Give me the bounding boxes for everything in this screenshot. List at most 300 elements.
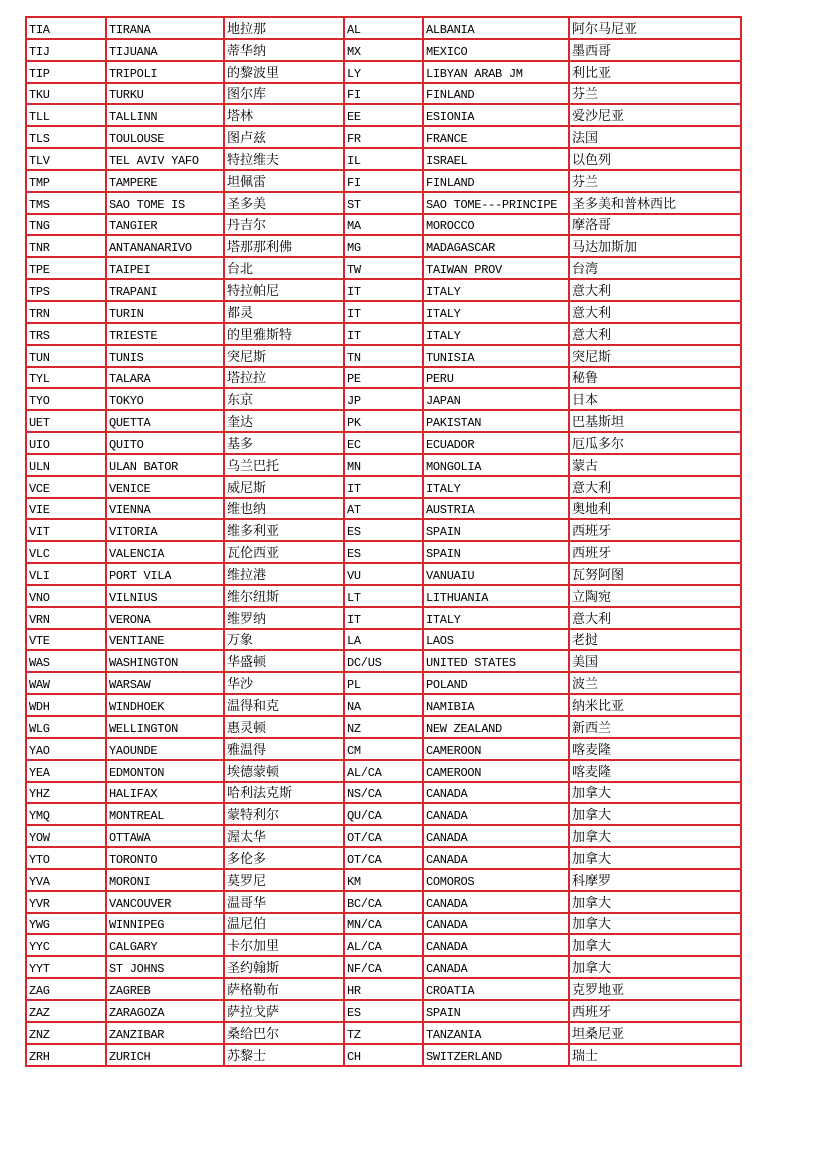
city-name-cell: ANTANANARIVO bbox=[106, 235, 224, 257]
country-name-cn-cell: 日本 bbox=[569, 388, 741, 410]
country-code-cell: CM bbox=[344, 738, 423, 760]
city-name-cell: EDMONTON bbox=[106, 760, 224, 782]
airport-code-cell: TYO bbox=[26, 388, 106, 410]
city-name-cn-cell: 哈利法克斯 bbox=[224, 782, 344, 804]
airport-code-cell: ZAZ bbox=[26, 1000, 106, 1022]
city-name-cell: QUETTA bbox=[106, 410, 224, 432]
city-name-cell: WINNIPEG bbox=[106, 913, 224, 935]
country-name-cn-cell: 加拿大 bbox=[569, 934, 741, 956]
table-row bbox=[26, 956, 741, 978]
airport-code-cell: YMQ bbox=[26, 803, 106, 825]
city-name-cell: TAMPERE bbox=[106, 170, 224, 192]
table-row bbox=[26, 738, 741, 760]
country-code-cell: FR bbox=[344, 126, 423, 148]
country-name-cn-cell: 美国 bbox=[569, 650, 741, 672]
table-row bbox=[26, 978, 741, 1000]
airport-code-cell: TKU bbox=[26, 83, 106, 105]
country-name-cn-cell: 芬兰 bbox=[569, 170, 741, 192]
country-name-cell: LAOS bbox=[423, 629, 569, 651]
city-name-cn-cell: 渥太华 bbox=[224, 825, 344, 847]
country-name-cn-cell: 加拿大 bbox=[569, 825, 741, 847]
table-row bbox=[26, 170, 741, 192]
airport-code-cell: VTE bbox=[26, 629, 106, 651]
city-name-cn-cell: 坦佩雷 bbox=[224, 170, 344, 192]
country-code-cell: NZ bbox=[344, 716, 423, 738]
country-code-cell: QU/CA bbox=[344, 803, 423, 825]
city-name-cell: WINDHOEK bbox=[106, 694, 224, 716]
airport-code-cell: TLV bbox=[26, 148, 106, 170]
airport-code-cell: TLS bbox=[26, 126, 106, 148]
country-code-cell: DC/US bbox=[344, 650, 423, 672]
table-row bbox=[26, 235, 741, 257]
country-code-cell: TW bbox=[344, 257, 423, 279]
table-row bbox=[26, 148, 741, 170]
city-name-cell: TAIPEI bbox=[106, 257, 224, 279]
country-name-cn-cell: 纳米比亚 bbox=[569, 694, 741, 716]
city-name-cn-cell: 莫罗尼 bbox=[224, 869, 344, 891]
city-name-cell: ZARAGOZA bbox=[106, 1000, 224, 1022]
country-name-cell: ITALY bbox=[423, 301, 569, 323]
city-name-cell: TIJUANA bbox=[106, 39, 224, 61]
city-name-cn-cell: 温得和克 bbox=[224, 694, 344, 716]
country-code-cell: AT bbox=[344, 498, 423, 520]
country-name-cn-cell: 意大利 bbox=[569, 301, 741, 323]
airport-code-table bbox=[25, 16, 742, 1067]
country-name-cn-cell: 意大利 bbox=[569, 607, 741, 629]
table-row bbox=[26, 432, 741, 454]
airport-code-cell: ZAG bbox=[26, 978, 106, 1000]
airport-code-cell: TNG bbox=[26, 214, 106, 236]
table-row bbox=[26, 1044, 741, 1066]
country-name-cn-cell: 墨西哥 bbox=[569, 39, 741, 61]
table-row bbox=[26, 257, 741, 279]
city-name-cell: ST JOHNS bbox=[106, 956, 224, 978]
airport-code-cell: VRN bbox=[26, 607, 106, 629]
country-name-cell: CANADA bbox=[423, 913, 569, 935]
city-name-cell: ZURICH bbox=[106, 1044, 224, 1066]
country-code-cell: OT/CA bbox=[344, 825, 423, 847]
city-name-cn-cell: 维拉港 bbox=[224, 563, 344, 585]
airport-code-cell: TRS bbox=[26, 323, 106, 345]
country-code-cell: IT bbox=[344, 301, 423, 323]
table-row bbox=[26, 39, 741, 61]
city-name-cell: VENICE bbox=[106, 476, 224, 498]
country-code-cell: KM bbox=[344, 869, 423, 891]
country-name-cell: TAIWAN PROV bbox=[423, 257, 569, 279]
city-name-cell: TRIESTE bbox=[106, 323, 224, 345]
country-code-cell: FI bbox=[344, 83, 423, 105]
city-name-cn-cell: 卡尔加里 bbox=[224, 934, 344, 956]
airport-code-cell: UET bbox=[26, 410, 106, 432]
city-name-cn-cell: 维多利亚 bbox=[224, 519, 344, 541]
country-name-cell: NEW ZEALAND bbox=[423, 716, 569, 738]
country-name-cn-cell: 马达加斯加 bbox=[569, 235, 741, 257]
country-name-cell: MEXICO bbox=[423, 39, 569, 61]
country-name-cell: TANZANIA bbox=[423, 1022, 569, 1044]
country-name-cell: FINLAND bbox=[423, 83, 569, 105]
city-name-cell: OTTAWA bbox=[106, 825, 224, 847]
country-code-cell: MN/CA bbox=[344, 913, 423, 935]
airport-code-cell: VNO bbox=[26, 585, 106, 607]
city-name-cell: MORONI bbox=[106, 869, 224, 891]
table-row bbox=[26, 563, 741, 585]
city-name-cn-cell: 的黎波里 bbox=[224, 61, 344, 83]
country-name-cn-cell: 波兰 bbox=[569, 672, 741, 694]
airport-code-cell: TIA bbox=[26, 17, 106, 39]
country-name-cell: ESIONIA bbox=[423, 104, 569, 126]
city-name-cell: TALARA bbox=[106, 367, 224, 389]
city-name-cell: YAOUNDE bbox=[106, 738, 224, 760]
table-row bbox=[26, 476, 741, 498]
country-name-cn-cell: 秘鲁 bbox=[569, 367, 741, 389]
airport-code-cell: TNR bbox=[26, 235, 106, 257]
airport-code-cell: ZRH bbox=[26, 1044, 106, 1066]
country-name-cn-cell: 厄瓜多尔 bbox=[569, 432, 741, 454]
airport-code-cell: TUN bbox=[26, 345, 106, 367]
country-code-cell: NA bbox=[344, 694, 423, 716]
country-name-cell: CANADA bbox=[423, 891, 569, 913]
country-name-cell: CANADA bbox=[423, 782, 569, 804]
city-name-cn-cell: 维罗纳 bbox=[224, 607, 344, 629]
city-name-cn-cell: 圣多美 bbox=[224, 192, 344, 214]
table-row bbox=[26, 585, 741, 607]
city-name-cn-cell: 图尔库 bbox=[224, 83, 344, 105]
country-name-cn-cell: 瑞士 bbox=[569, 1044, 741, 1066]
city-name-cn-cell: 埃德蒙顿 bbox=[224, 760, 344, 782]
country-name-cn-cell: 老挝 bbox=[569, 629, 741, 651]
table-row bbox=[26, 410, 741, 432]
country-name-cell: ECUADOR bbox=[423, 432, 569, 454]
city-name-cell: HALIFAX bbox=[106, 782, 224, 804]
country-code-cell: LA bbox=[344, 629, 423, 651]
country-name-cell: CANADA bbox=[423, 825, 569, 847]
table-row bbox=[26, 192, 741, 214]
table-row bbox=[26, 454, 741, 476]
city-name-cn-cell: 蒙特利尔 bbox=[224, 803, 344, 825]
table-row bbox=[26, 782, 741, 804]
city-name-cell: SAO TOME IS bbox=[106, 192, 224, 214]
city-name-cn-cell: 维也纳 bbox=[224, 498, 344, 520]
country-name-cn-cell: 加拿大 bbox=[569, 913, 741, 935]
country-code-cell: PE bbox=[344, 367, 423, 389]
country-name-cn-cell: 喀麦隆 bbox=[569, 738, 741, 760]
table-row bbox=[26, 934, 741, 956]
city-name-cn-cell: 基多 bbox=[224, 432, 344, 454]
airport-code-cell: YHZ bbox=[26, 782, 106, 804]
table-row bbox=[26, 1022, 741, 1044]
country-code-cell: CH bbox=[344, 1044, 423, 1066]
country-name-cell: VANUAIU bbox=[423, 563, 569, 585]
country-name-cell: ALBANIA bbox=[423, 17, 569, 39]
city-name-cell: WASHINGTON bbox=[106, 650, 224, 672]
city-name-cell: VITORIA bbox=[106, 519, 224, 541]
country-name-cn-cell: 法国 bbox=[569, 126, 741, 148]
airport-code-cell: YOW bbox=[26, 825, 106, 847]
airport-code-cell: YEA bbox=[26, 760, 106, 782]
country-name-cell: COMOROS bbox=[423, 869, 569, 891]
table-row bbox=[26, 498, 741, 520]
airport-code-cell: YVA bbox=[26, 869, 106, 891]
table-row bbox=[26, 279, 741, 301]
city-name-cn-cell: 特拉帕尼 bbox=[224, 279, 344, 301]
airport-code-cell: TMP bbox=[26, 170, 106, 192]
table-row bbox=[26, 913, 741, 935]
country-name-cn-cell: 蒙古 bbox=[569, 454, 741, 476]
city-name-cell: VANCOUVER bbox=[106, 891, 224, 913]
country-code-cell: PL bbox=[344, 672, 423, 694]
country-name-cell: FRANCE bbox=[423, 126, 569, 148]
city-name-cn-cell: 地拉那 bbox=[224, 17, 344, 39]
city-name-cell: MONTREAL bbox=[106, 803, 224, 825]
table-row bbox=[26, 760, 741, 782]
country-code-cell: VU bbox=[344, 563, 423, 585]
city-name-cell: QUITO bbox=[106, 432, 224, 454]
country-name-cell: POLAND bbox=[423, 672, 569, 694]
country-name-cn-cell: 加拿大 bbox=[569, 847, 741, 869]
table-row bbox=[26, 847, 741, 869]
city-name-cell: TRIPOLI bbox=[106, 61, 224, 83]
country-name-cn-cell: 加拿大 bbox=[569, 803, 741, 825]
city-name-cell: TORONTO bbox=[106, 847, 224, 869]
country-name-cn-cell: 西班牙 bbox=[569, 519, 741, 541]
city-name-cell: TOKYO bbox=[106, 388, 224, 410]
country-name-cn-cell: 台湾 bbox=[569, 257, 741, 279]
city-name-cn-cell: 特拉维夫 bbox=[224, 148, 344, 170]
airport-code-cell: VCE bbox=[26, 476, 106, 498]
table-row bbox=[26, 1000, 741, 1022]
country-name-cn-cell: 巴基斯坦 bbox=[569, 410, 741, 432]
country-name-cn-cell: 坦桑尼亚 bbox=[569, 1022, 741, 1044]
country-name-cell: PERU bbox=[423, 367, 569, 389]
table-row bbox=[26, 83, 741, 105]
country-code-cell: IT bbox=[344, 476, 423, 498]
country-name-cell: SPAIN bbox=[423, 1000, 569, 1022]
table-row bbox=[26, 388, 741, 410]
country-name-cell: SPAIN bbox=[423, 541, 569, 563]
country-name-cell: CROATIA bbox=[423, 978, 569, 1000]
country-code-cell: NF/CA bbox=[344, 956, 423, 978]
airport-code-cell: YVR bbox=[26, 891, 106, 913]
country-name-cell: LIBYAN ARAB JM bbox=[423, 61, 569, 83]
country-name-cn-cell: 突尼斯 bbox=[569, 345, 741, 367]
city-name-cn-cell: 圣约翰斯 bbox=[224, 956, 344, 978]
table-row bbox=[26, 803, 741, 825]
country-name-cell: MADAGASCAR bbox=[423, 235, 569, 257]
country-name-cell: TUNISIA bbox=[423, 345, 569, 367]
country-name-cell: AUSTRIA bbox=[423, 498, 569, 520]
country-code-cell: TZ bbox=[344, 1022, 423, 1044]
city-name-cell: ZAGREB bbox=[106, 978, 224, 1000]
country-name-cn-cell: 奥地利 bbox=[569, 498, 741, 520]
country-code-cell: ES bbox=[344, 541, 423, 563]
city-name-cell: ZANZIBAR bbox=[106, 1022, 224, 1044]
country-name-cn-cell: 克罗地亚 bbox=[569, 978, 741, 1000]
country-name-cell: FINLAND bbox=[423, 170, 569, 192]
country-name-cell: LITHUANIA bbox=[423, 585, 569, 607]
country-name-cn-cell: 爱沙尼亚 bbox=[569, 104, 741, 126]
country-name-cn-cell: 意大利 bbox=[569, 279, 741, 301]
country-name-cell: MOROCCO bbox=[423, 214, 569, 236]
city-name-cn-cell: 温尼伯 bbox=[224, 913, 344, 935]
country-code-cell: MN bbox=[344, 454, 423, 476]
city-name-cn-cell: 萨格勒布 bbox=[224, 978, 344, 1000]
airport-code-cell: WAS bbox=[26, 650, 106, 672]
city-name-cell: TALLINN bbox=[106, 104, 224, 126]
country-code-cell: MG bbox=[344, 235, 423, 257]
city-name-cn-cell: 突尼斯 bbox=[224, 345, 344, 367]
city-name-cell: VENTIANE bbox=[106, 629, 224, 651]
country-code-cell: IT bbox=[344, 279, 423, 301]
city-name-cn-cell: 多伦多 bbox=[224, 847, 344, 869]
country-name-cn-cell: 摩洛哥 bbox=[569, 214, 741, 236]
city-name-cn-cell: 雅温得 bbox=[224, 738, 344, 760]
airport-code-cell: YWG bbox=[26, 913, 106, 935]
city-name-cn-cell: 乌兰巴托 bbox=[224, 454, 344, 476]
table-row bbox=[26, 716, 741, 738]
city-name-cell: TRAPANI bbox=[106, 279, 224, 301]
country-name-cn-cell: 阿尔马尼亚 bbox=[569, 17, 741, 39]
country-code-cell: MX bbox=[344, 39, 423, 61]
table-row bbox=[26, 301, 741, 323]
airport-code-cell: VLI bbox=[26, 563, 106, 585]
country-name-cn-cell: 加拿大 bbox=[569, 891, 741, 913]
country-code-cell: LY bbox=[344, 61, 423, 83]
city-name-cn-cell: 萨拉戈萨 bbox=[224, 1000, 344, 1022]
city-name-cell: VIENNA bbox=[106, 498, 224, 520]
country-name-cn-cell: 芬兰 bbox=[569, 83, 741, 105]
airport-code-cell: TPS bbox=[26, 279, 106, 301]
country-name-cn-cell: 利比亚 bbox=[569, 61, 741, 83]
airport-code-cell: TIJ bbox=[26, 39, 106, 61]
table-row bbox=[26, 323, 741, 345]
country-name-cell: UNITED STATES bbox=[423, 650, 569, 672]
country-code-cell: TN bbox=[344, 345, 423, 367]
airport-code-cell: ULN bbox=[26, 454, 106, 476]
country-name-cn-cell: 意大利 bbox=[569, 323, 741, 345]
city-name-cell: TANGIER bbox=[106, 214, 224, 236]
city-name-cn-cell: 惠灵顿 bbox=[224, 716, 344, 738]
airport-code-cell: TIP bbox=[26, 61, 106, 83]
city-name-cn-cell: 华沙 bbox=[224, 672, 344, 694]
city-name-cn-cell: 塔林 bbox=[224, 104, 344, 126]
country-name-cell: ITALY bbox=[423, 323, 569, 345]
airport-code-cell: VIE bbox=[26, 498, 106, 520]
table-row bbox=[26, 17, 741, 39]
airport-code-cell: WDH bbox=[26, 694, 106, 716]
country-code-cell: FI bbox=[344, 170, 423, 192]
country-code-cell: AL bbox=[344, 17, 423, 39]
country-name-cell: CAMEROON bbox=[423, 738, 569, 760]
table-row bbox=[26, 126, 741, 148]
airport-code-cell: YYC bbox=[26, 934, 106, 956]
table-row bbox=[26, 694, 741, 716]
country-code-cell: IL bbox=[344, 148, 423, 170]
country-name-cn-cell: 新西兰 bbox=[569, 716, 741, 738]
country-code-cell: ST bbox=[344, 192, 423, 214]
country-name-cell: CAMEROON bbox=[423, 760, 569, 782]
country-name-cell: CANADA bbox=[423, 847, 569, 869]
city-name-cn-cell: 都灵 bbox=[224, 301, 344, 323]
city-name-cell: VALENCIA bbox=[106, 541, 224, 563]
country-name-cell: CANADA bbox=[423, 934, 569, 956]
city-name-cn-cell: 东京 bbox=[224, 388, 344, 410]
table-row bbox=[26, 607, 741, 629]
airport-code-cell: TPE bbox=[26, 257, 106, 279]
country-name-cn-cell: 意大利 bbox=[569, 476, 741, 498]
table-row bbox=[26, 825, 741, 847]
city-name-cell: TUNIS bbox=[106, 345, 224, 367]
city-name-cn-cell: 万象 bbox=[224, 629, 344, 651]
country-name-cn-cell: 瓦努阿图 bbox=[569, 563, 741, 585]
country-code-cell: ES bbox=[344, 519, 423, 541]
country-name-cell: ISRAEL bbox=[423, 148, 569, 170]
country-code-cell: JP bbox=[344, 388, 423, 410]
country-code-cell: IT bbox=[344, 607, 423, 629]
city-name-cell: CALGARY bbox=[106, 934, 224, 956]
country-name-cn-cell: 加拿大 bbox=[569, 782, 741, 804]
city-name-cell: TURIN bbox=[106, 301, 224, 323]
country-name-cell: SPAIN bbox=[423, 519, 569, 541]
country-code-cell: PK bbox=[344, 410, 423, 432]
table-row bbox=[26, 519, 741, 541]
airport-code-cell: WLG bbox=[26, 716, 106, 738]
country-name-cell: CANADA bbox=[423, 956, 569, 978]
country-code-cell: IT bbox=[344, 323, 423, 345]
airport-code-cell: YAO bbox=[26, 738, 106, 760]
city-name-cell: TEL AVIV YAFO bbox=[106, 148, 224, 170]
city-name-cn-cell: 塔拉拉 bbox=[224, 367, 344, 389]
country-name-cn-cell: 以色列 bbox=[569, 148, 741, 170]
country-name-cell: ITALY bbox=[423, 476, 569, 498]
country-name-cell: MONGOLIA bbox=[423, 454, 569, 476]
city-name-cell: VERONA bbox=[106, 607, 224, 629]
table-row bbox=[26, 629, 741, 651]
airport-code-cell: UIO bbox=[26, 432, 106, 454]
city-name-cn-cell: 图卢兹 bbox=[224, 126, 344, 148]
country-name-cell: SAO TOME---PRINCIPE bbox=[423, 192, 569, 214]
city-name-cn-cell: 威尼斯 bbox=[224, 476, 344, 498]
country-name-cn-cell: 加拿大 bbox=[569, 956, 741, 978]
city-name-cell: PORT VILA bbox=[106, 563, 224, 585]
table-row bbox=[26, 61, 741, 83]
country-code-cell: OT/CA bbox=[344, 847, 423, 869]
country-name-cn-cell: 圣多美和普林西比 bbox=[569, 192, 741, 214]
city-name-cn-cell: 蒂华纳 bbox=[224, 39, 344, 61]
table-row bbox=[26, 345, 741, 367]
country-name-cell: ITALY bbox=[423, 279, 569, 301]
city-name-cn-cell: 瓦伦西亚 bbox=[224, 541, 344, 563]
airport-code-cell: VIT bbox=[26, 519, 106, 541]
city-name-cell: WARSAW bbox=[106, 672, 224, 694]
table-row bbox=[26, 367, 741, 389]
country-code-cell: NS/CA bbox=[344, 782, 423, 804]
country-name-cell: NAMIBIA bbox=[423, 694, 569, 716]
table-row bbox=[26, 869, 741, 891]
table-body bbox=[26, 17, 741, 1066]
country-code-cell: BC/CA bbox=[344, 891, 423, 913]
city-name-cn-cell: 丹吉尔 bbox=[224, 214, 344, 236]
airport-code-cell: TMS bbox=[26, 192, 106, 214]
city-name-cell: WELLINGTON bbox=[106, 716, 224, 738]
country-code-cell: EE bbox=[344, 104, 423, 126]
table-row bbox=[26, 672, 741, 694]
country-name-cn-cell: 立陶宛 bbox=[569, 585, 741, 607]
country-name-cn-cell: 科摩罗 bbox=[569, 869, 741, 891]
country-name-cell: SWITZERLAND bbox=[423, 1044, 569, 1066]
city-name-cn-cell: 华盛顿 bbox=[224, 650, 344, 672]
country-code-cell: EC bbox=[344, 432, 423, 454]
airport-code-cell: ZNZ bbox=[26, 1022, 106, 1044]
